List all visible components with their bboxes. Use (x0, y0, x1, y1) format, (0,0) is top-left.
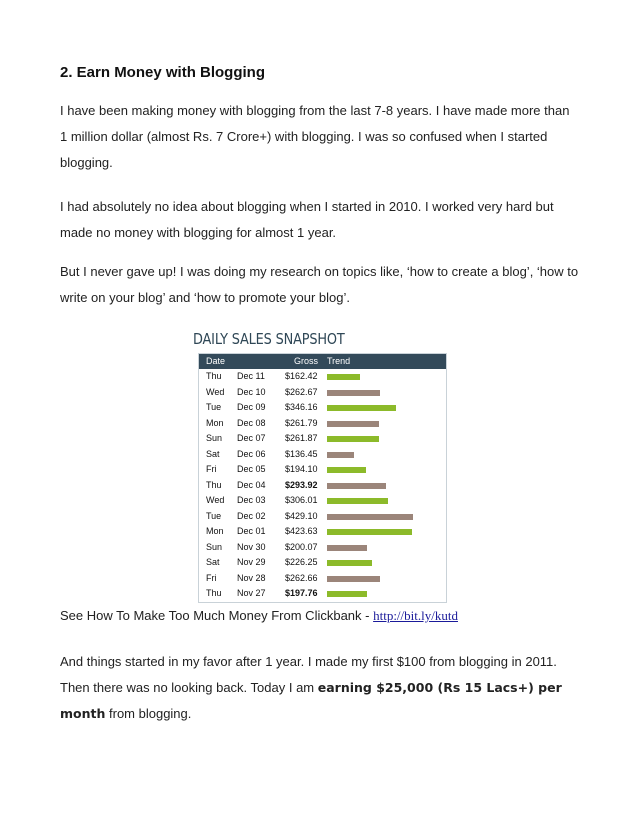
row-gross: $197.76 (285, 588, 318, 598)
trend-bar (327, 498, 388, 504)
table-row (199, 540, 446, 556)
row-date: Nov 28 (237, 572, 266, 583)
table-row (199, 416, 446, 432)
row-gross: $226.25 (285, 557, 318, 567)
trend-bar (327, 514, 413, 520)
table-row (199, 524, 446, 540)
table-row (199, 493, 446, 509)
trend-bar (327, 591, 367, 597)
sales-table (198, 353, 447, 603)
table-row (199, 400, 446, 416)
row-date: Nov 29 (237, 557, 266, 567)
paragraph-4-text: And things started in my favor after 1 year. I made my first $100 from blogging in 2011. Then there was no looking back. Today I am (60, 654, 557, 695)
row-day: Sun (206, 433, 223, 443)
row-gross: $262.67 (285, 386, 318, 397)
trend-bar (327, 576, 380, 582)
row-day: Tue (206, 402, 222, 412)
row-day: Mon (206, 417, 224, 428)
table-row (199, 571, 446, 587)
row-gross: $346.16 (285, 402, 318, 412)
row-date: Nov 27 (237, 588, 266, 598)
row-gross: $261.79 (285, 417, 318, 428)
snapshot-title: DAILY SALES SNAPSHOT (193, 330, 345, 348)
row-date: Dec 04 (237, 479, 266, 490)
clickbank-link[interactable]: http://bit.ly/kutd (373, 608, 458, 623)
row-date: Dec 01 (237, 526, 266, 536)
table-body (199, 369, 446, 602)
row-day: Sun (206, 541, 223, 552)
header-gross: Gross (294, 356, 319, 366)
row-gross: $293.92 (285, 479, 318, 490)
row-date: Dec 07 (237, 433, 266, 443)
paragraph-2: I had absolutely no idea about blogging when I started in 2010. I worked very hard but made no money with blogging for almost 1 year. (60, 199, 554, 240)
trend-bar (327, 405, 396, 411)
trend-bar (327, 483, 386, 489)
table-row (199, 462, 446, 478)
table-header (199, 354, 446, 369)
row-day: Thu (206, 371, 222, 381)
paragraph-4 (60, 649, 580, 727)
paragraph-4-end: from blogging. (105, 706, 192, 721)
row-gross: $136.45 (285, 448, 318, 459)
row-day: Sat (206, 557, 220, 567)
row-date: Dec 06 (237, 448, 266, 459)
row-date: Dec 02 (237, 510, 266, 521)
row-date: Dec 09 (237, 402, 266, 412)
row-day: Wed (206, 495, 225, 505)
see-line (60, 603, 580, 629)
table-row (199, 447, 446, 463)
sales-snapshot-image (193, 328, 445, 598)
row-gross: $194.10 (285, 464, 318, 474)
row-day: Fri (206, 572, 217, 583)
row-day: Thu (206, 479, 222, 490)
trend-bar (327, 545, 367, 551)
row-date: Dec 08 (237, 417, 266, 428)
trend-bar (327, 467, 366, 473)
trend-bar (327, 390, 380, 396)
table-row (199, 369, 446, 385)
header-trend: Trend (327, 356, 351, 366)
row-date: Dec 11 (237, 371, 265, 381)
row-day: Fri (206, 464, 217, 474)
row-date: Dec 05 (237, 464, 266, 474)
paragraph-1: I have been making money with blogging from the last 7-8 years. I have made more than 1 million dollar (almost Rs. 7 Crore+) with blogging. I was so confused when I started blogging. (60, 103, 570, 170)
trend-bar (327, 529, 412, 535)
header-date: Date (206, 356, 226, 366)
row-gross: $200.07 (285, 541, 318, 552)
trend-bar (327, 560, 372, 566)
table-row (199, 385, 446, 401)
trend-bar (327, 374, 360, 380)
row-date: Dec 03 (237, 495, 266, 505)
row-day: Wed (206, 386, 225, 397)
table-row (199, 555, 446, 571)
trend-bar (327, 452, 354, 458)
row-day: Tue (206, 510, 222, 521)
table-row (199, 586, 446, 602)
trend-bar (327, 436, 379, 442)
earnings-highlight: earning $25,000 (Rs 15 Lacs+) per month (60, 680, 562, 721)
row-day: Sat (206, 448, 220, 459)
row-gross: $162.42 (285, 371, 318, 381)
table-row (199, 509, 446, 525)
row-date: Nov 30 (237, 541, 266, 552)
table-row (199, 478, 446, 494)
row-day: Thu (206, 588, 222, 598)
row-gross: $306.01 (285, 495, 318, 505)
row-gross: $429.10 (285, 510, 318, 521)
row-gross: $423.63 (285, 526, 318, 536)
paragraph-3: But I never gave up! I was doing my research on topics like, ‘how to create a blog’, ‘how to write on your blog’ and ‘how to promote your blog’. (60, 264, 579, 305)
section-heading: 2. Earn Money with Blogging (60, 64, 266, 81)
see-line-text: See How To Make Too Much Money From Clickbank - (60, 608, 374, 623)
row-date: Dec 10 (237, 386, 266, 397)
table-row (199, 431, 446, 447)
row-gross: $262.66 (285, 572, 318, 583)
row-gross: $261.87 (285, 433, 318, 443)
trend-bar (327, 421, 379, 427)
row-day: Mon (206, 526, 224, 536)
